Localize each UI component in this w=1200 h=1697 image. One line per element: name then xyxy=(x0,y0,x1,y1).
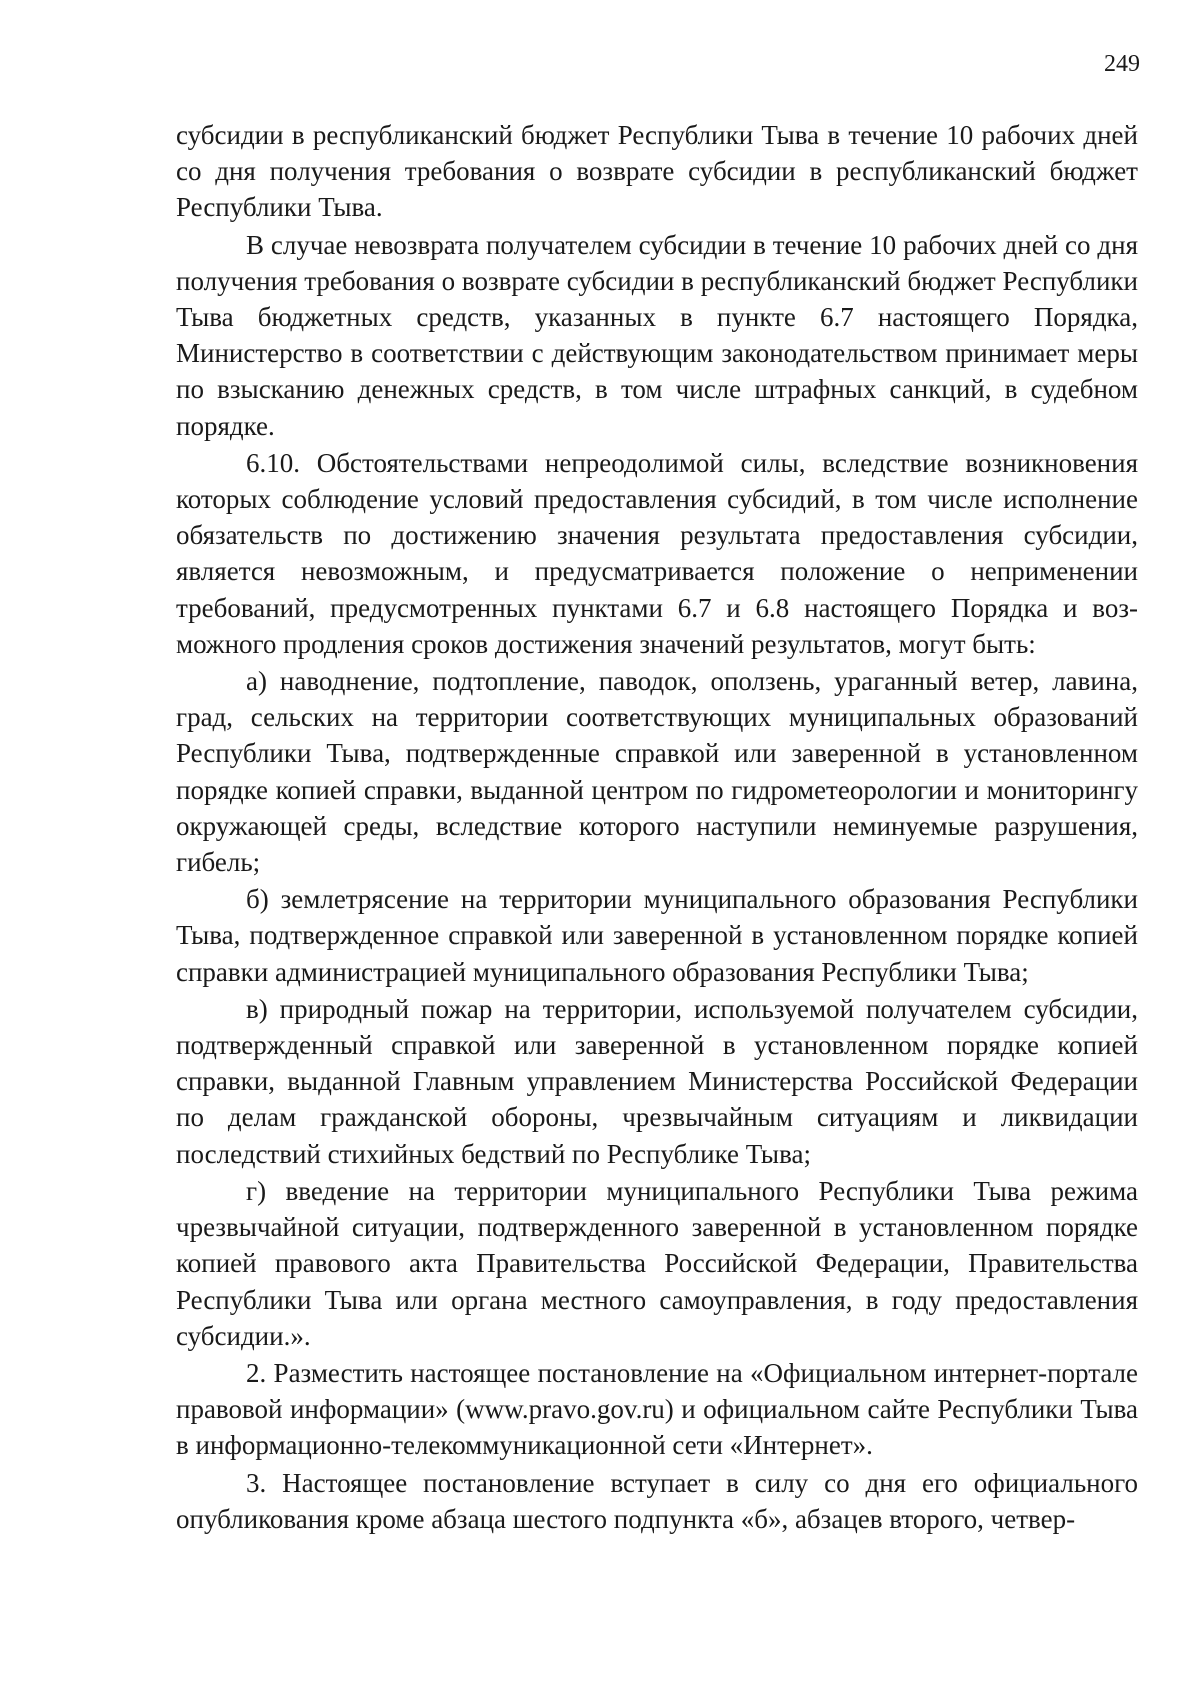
list-item-g: г) введение на территории муниципального Республики Тыва режима чрезвычайной ситуации, подтвержденного заверенной в установленном порядке копией правового акта Правительства Российской Федерации, Правительства Республики Тыва или органа местного самоуправления, в году предоставления субсидии.». xyxy=(176,1175,1138,1351)
list-item-b: б) землетрясение на территории муниципального образования Республики Тыва, подтвержденное справкой или заверенной в установленном порядке копией справки администрацией муниципального образования Республики Тыва; xyxy=(176,884,1138,987)
document-body xyxy=(176,117,1138,1538)
paragraph-6-10: 6.10. Обстоятельствами непреодолимой силы, вследствие возникновения которых соблюдение условий предоставления субсидий, в том числе исполнение обязательств по достижению значения результата предоставления субсидии, является невозможным, и предусматривается положение о неприменении требований, предусмотренных пунктами 6.7 и 6.8 настоящего Порядка и возможного продления сроков достижения значений результатов, могут быть: xyxy=(176,447,1138,659)
list-item-v: в) природный пожар на территории, используемой получателем субсидии, подтвержденный справкой или заверенной в установленном порядке копией справки, выданной Главным управлением Министерства Российской Федерации по делам гражданской обороны, чрезвычайным ситуациям и ликвидации последствий стихийных бедствий по Республике Тыва; xyxy=(176,993,1138,1169)
paragraph-continuation: субсидии в республиканский бюджет Республики Тыва в течение 10 рабочих дней со дня получения требования о возврате субсидии в республиканский бюджет Республики Тыва. xyxy=(176,120,1138,223)
page-number: 249 xyxy=(1104,51,1140,77)
paragraph-item-2: 2. Разместить настоящее постановление на «Официальном интернет-портале правовой информации» (www.pravo.gov.ru) и официальном сайте Республики Тыва в информационно-телекоммуникационной сети «Интернет». xyxy=(176,1357,1138,1461)
paragraph-non-return: В случае невозврата получателем субсидии в течение 10 рабочих дней со дня получения требования о возврате субсидии в республиканский бюджет Республики Тыва бюджетных средств, указанных в пункте 6.7 настоящего Порядка, Министерство в соответствии с действующим законодательством принимает меры по взысканию денежных средств, в том числе штрафных санкций, в судебном порядке. xyxy=(176,229,1138,441)
list-item-a: а) наводнение, подтопление, паводок, оползень, ураганный ветер, лавина, град, сельских на территории соответствующих муниципальных образований Республики Тыва, подтвержденные справкой или заверенной в установленном порядке копией справки, выданной центром по гидрометеорологии и мониторингу окружающей среды, вследствие которого наступили неминуемые разрушения, гибель; xyxy=(176,666,1138,878)
paragraph-item-3: 3. Настоящее постановление вступает в силу со дня его официального опубликования кроме абзаца шестого подпункта «б», абзацев второго, четвер- xyxy=(176,1467,1138,1534)
